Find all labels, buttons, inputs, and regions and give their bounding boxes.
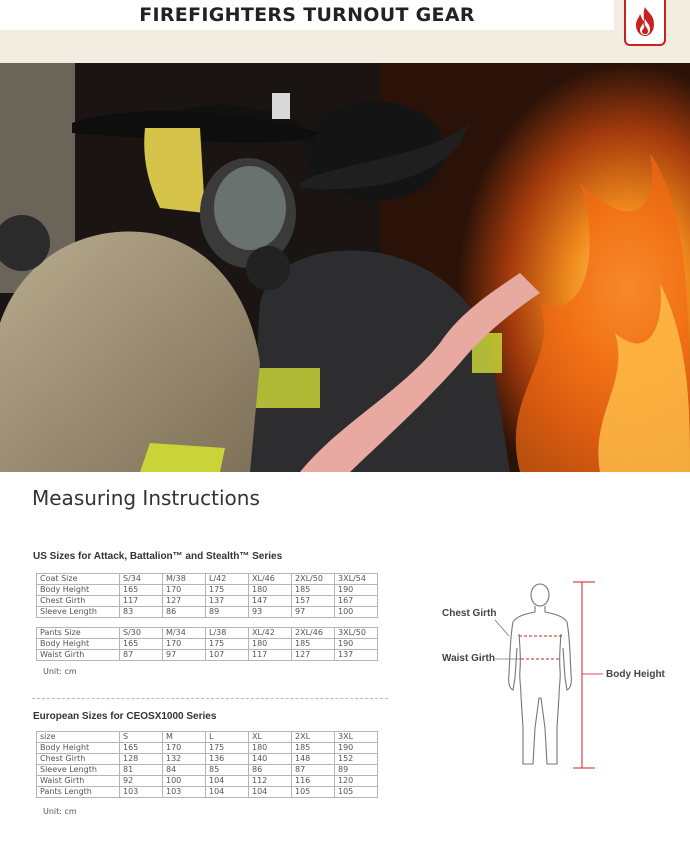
size-value-cell: 136 <box>206 754 249 765</box>
row-label-cell: Waist Girth <box>37 650 120 661</box>
size-value-cell: 104 <box>206 776 249 787</box>
size-value-cell: 127 <box>163 596 206 607</box>
size-value-cell: 97 <box>292 607 335 618</box>
size-value-cell: 185 <box>292 639 335 650</box>
eu-table-title: European Sizes for CEOSX1000 Series <box>33 711 217 722</box>
size-value-cell: 87 <box>120 650 163 661</box>
size-value-cell: 180 <box>249 639 292 650</box>
us-coat-row <box>37 585 378 596</box>
size-value-cell: 165 <box>120 585 163 596</box>
row-label-cell: Body Height <box>37 639 120 650</box>
size-value-cell: 185 <box>292 743 335 754</box>
row-label-cell: Sleeve Length <box>37 765 120 776</box>
size-value-cell: M/38 <box>163 574 206 585</box>
page-title: FIREFIGHTERS TURNOUT GEAR <box>139 4 475 26</box>
size-value-cell: 87 <box>292 765 335 776</box>
size-value-cell: 148 <box>292 754 335 765</box>
eu-size-row <box>37 765 378 776</box>
size-value-cell: 190 <box>335 743 378 754</box>
size-value-cell: 2XL <box>292 732 335 743</box>
size-value-cell: 117 <box>120 596 163 607</box>
size-value-cell: 100 <box>163 776 206 787</box>
body-height-label: Body Height <box>606 669 665 680</box>
size-value-cell: 137 <box>206 596 249 607</box>
size-value-cell: 97 <box>163 650 206 661</box>
size-value-cell: 157 <box>292 596 335 607</box>
size-value-cell: 180 <box>249 585 292 596</box>
size-value-cell: 84 <box>163 765 206 776</box>
size-value-cell: 92 <box>120 776 163 787</box>
eu-size-row <box>37 743 378 754</box>
size-value-cell: S/34 <box>120 574 163 585</box>
size-value-cell: XL/46 <box>249 574 292 585</box>
row-label-cell: Sleeve Length <box>37 607 120 618</box>
size-value-cell: M/34 <box>163 628 206 639</box>
size-value-cell: 132 <box>163 754 206 765</box>
size-value-cell: 170 <box>163 743 206 754</box>
size-value-cell: 3XL/50 <box>335 628 378 639</box>
eu-size-row <box>37 787 378 798</box>
row-label-cell: Chest Girth <box>37 596 120 607</box>
size-value-cell: 116 <box>292 776 335 787</box>
eu-unit-note: Unit: cm <box>43 807 77 816</box>
size-value-cell: 190 <box>335 639 378 650</box>
waist-girth-label: Waist Girth <box>442 653 495 664</box>
size-value-cell: S/30 <box>120 628 163 639</box>
size-value-cell: 127 <box>292 650 335 661</box>
eu-size-row <box>37 732 378 743</box>
row-label-cell: Waist Girth <box>37 776 120 787</box>
size-value-cell: 103 <box>120 787 163 798</box>
size-value-cell: 167 <box>335 596 378 607</box>
size-value-cell: 105 <box>292 787 335 798</box>
section-title: Measuring Instructions <box>32 486 260 510</box>
us-pants-row <box>37 628 378 639</box>
size-value-cell: 104 <box>206 787 249 798</box>
row-label-cell: size <box>37 732 120 743</box>
size-value-cell: S <box>120 732 163 743</box>
eu-size-row <box>37 776 378 787</box>
size-value-cell: M <box>163 732 206 743</box>
row-label-cell: Pants Size <box>37 628 120 639</box>
us-coat-row <box>37 574 378 585</box>
size-value-cell: 85 <box>206 765 249 776</box>
eu-size-table <box>36 731 378 798</box>
size-value-cell: 117 <box>249 650 292 661</box>
size-value-cell: L/42 <box>206 574 249 585</box>
size-value-cell: 175 <box>206 639 249 650</box>
row-label-cell: Body Height <box>37 585 120 596</box>
size-value-cell: XL <box>249 732 292 743</box>
size-value-cell: 105 <box>335 787 378 798</box>
size-value-cell: 137 <box>335 650 378 661</box>
row-label-cell: Coat Size <box>37 574 120 585</box>
flame-logo <box>624 0 666 46</box>
flame-icon <box>630 5 660 39</box>
us-coat-row <box>37 596 378 607</box>
section-divider <box>32 698 388 699</box>
size-value-cell: 3XL <box>335 732 378 743</box>
size-value-cell: 89 <box>206 607 249 618</box>
size-value-cell: 100 <box>335 607 378 618</box>
chest-girth-label: Chest Girth <box>442 608 497 619</box>
size-value-cell: 190 <box>335 585 378 596</box>
row-label-cell: Body Height <box>37 743 120 754</box>
size-value-cell: 103 <box>163 787 206 798</box>
hero-photo <box>0 63 690 472</box>
us-pants-table <box>36 627 378 661</box>
size-value-cell: 93 <box>249 607 292 618</box>
us-pants-row <box>37 639 378 650</box>
size-value-cell: 104 <box>249 787 292 798</box>
size-value-cell: XL/42 <box>249 628 292 639</box>
size-value-cell: 175 <box>206 743 249 754</box>
size-value-cell: 3XL/54 <box>335 574 378 585</box>
row-label-cell: Pants Length <box>37 787 120 798</box>
size-value-cell: 2XL/46 <box>292 628 335 639</box>
header-title-box <box>0 0 614 30</box>
firefighters-photo <box>0 63 690 472</box>
body-outline-icon <box>495 578 605 774</box>
us-table-title: US Sizes for Attack, Battalion™ and Stealth™ Series <box>33 551 283 562</box>
header-band <box>0 0 690 63</box>
size-value-cell: 128 <box>120 754 163 765</box>
size-value-cell: 120 <box>335 776 378 787</box>
size-value-cell: 112 <box>249 776 292 787</box>
size-value-cell: 83 <box>120 607 163 618</box>
eu-size-row <box>37 754 378 765</box>
us-coat-row <box>37 607 378 618</box>
size-value-cell: 147 <box>249 596 292 607</box>
size-value-cell: L <box>206 732 249 743</box>
size-value-cell: 180 <box>249 743 292 754</box>
size-value-cell: 185 <box>292 585 335 596</box>
size-value-cell: 165 <box>120 743 163 754</box>
size-value-cell: L/38 <box>206 628 249 639</box>
size-value-cell: 2XL/50 <box>292 574 335 585</box>
size-value-cell: 175 <box>206 585 249 596</box>
size-value-cell: 140 <box>249 754 292 765</box>
size-value-cell: 152 <box>335 754 378 765</box>
row-label-cell: Chest Girth <box>37 754 120 765</box>
size-value-cell: 86 <box>249 765 292 776</box>
size-value-cell: 107 <box>206 650 249 661</box>
us-pants-row <box>37 650 378 661</box>
size-value-cell: 170 <box>163 639 206 650</box>
us-coat-table <box>36 573 378 618</box>
size-value-cell: 86 <box>163 607 206 618</box>
size-value-cell: 81 <box>120 765 163 776</box>
us-unit-note: Unit: cm <box>43 667 77 676</box>
size-value-cell: 170 <box>163 585 206 596</box>
size-value-cell: 165 <box>120 639 163 650</box>
size-value-cell: 89 <box>335 765 378 776</box>
